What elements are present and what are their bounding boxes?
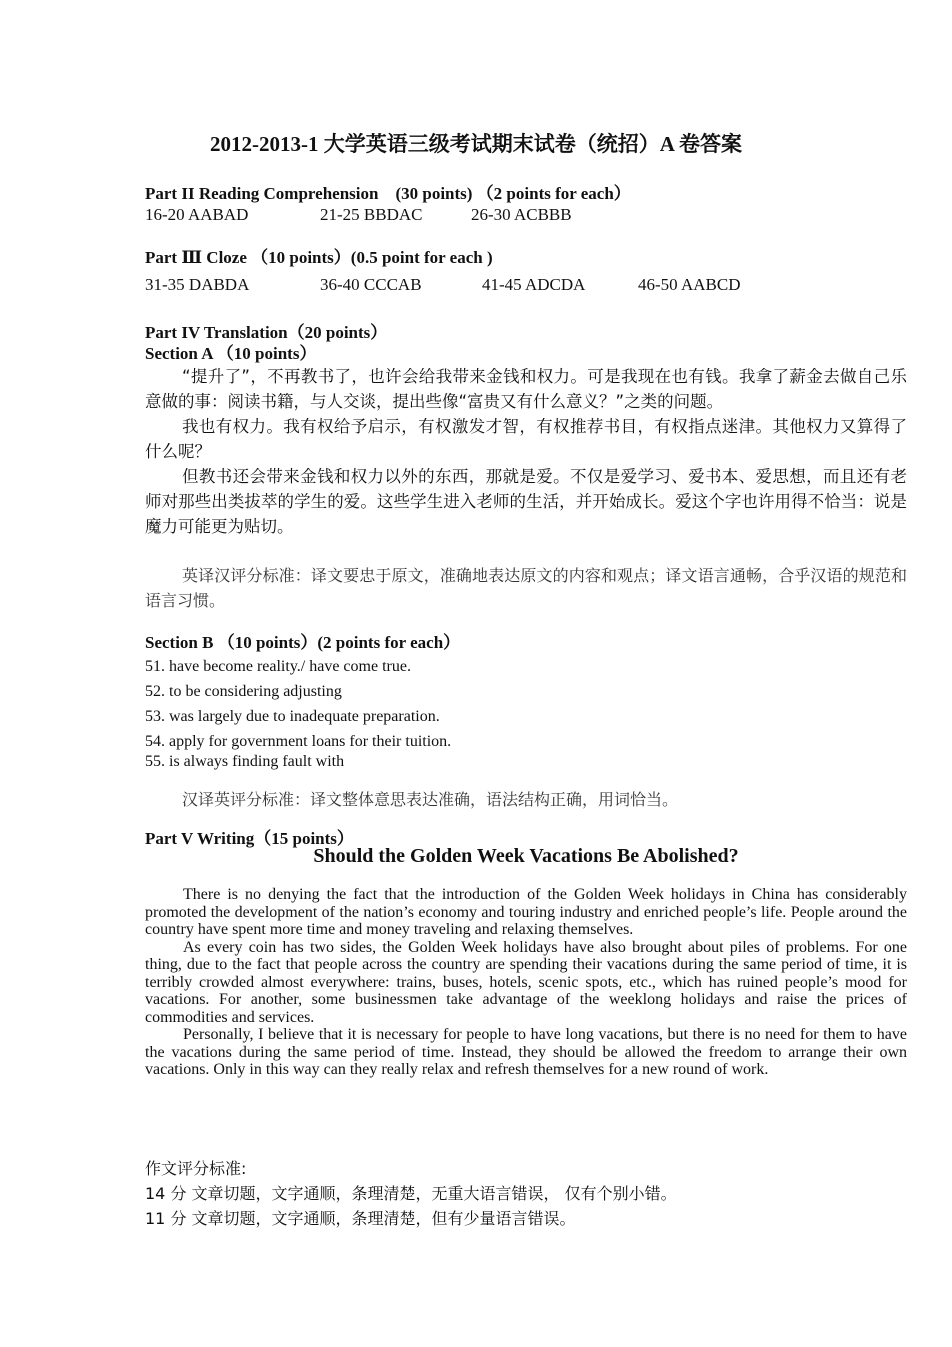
section-a-criteria: [145, 563, 907, 613]
answer-group: 26-30 ACBBB: [471, 205, 572, 224]
translation-paragraph: 我也有权力。我有权给予启示，有权激发才智，有权推荐书目，有权指点迷津。其他权力又算得了什么呢？: [145, 417, 907, 461]
scoring-heading: 作文评分标准:: [145, 1159, 247, 1178]
answer-group: 46-50 AABCD: [638, 275, 741, 294]
essay-body: [145, 886, 907, 1079]
section-b-criteria: [145, 787, 907, 812]
answer-group: 41-45 ADCDA: [482, 275, 586, 294]
translation-paragraph: “提升了”，不再教书了，也许会给我带来金钱和权力。可是我现在也有钱。我拿了薪金去做自己乐意做的事：阅读书籍，与人交谈，提出些像“富贵又有什么意义？”之类的问题。: [145, 367, 907, 411]
answer-group: 31-35 DABDA: [145, 275, 250, 294]
translation-paragraph: 但教书还会带来金钱和权力以外的东西，那就是爱。不仅是爱学习、爱书本、爱思想，而且还有老师对那些出类拔萃的学生的爱。这些学生进入老师的生活，并开始成长。爱这个字也许用得不恰当：说是魔力可能更为贴切。: [145, 467, 907, 536]
criteria-text: 英译汉评分标准：译文要忠于原文，准确地表达原文的内容和观点；译文语言通畅，合乎汉语的规范和语言习惯。: [145, 566, 907, 610]
list-item: 51. have become reality./ have come true.: [145, 658, 411, 675]
part2-answers: [145, 204, 907, 225]
part4-heading: Part IV Translation（20 points）: [145, 323, 388, 342]
essay-paragraph: Personally, I believe that it is necessary for people to have long vacations, but there is no need for them to have the vacations during the same period of time. Instead, they should be allowed the freedom to arrange their own vacations. Only in this way can they really relax and refresh themselves for a new round of work.: [145, 1026, 907, 1078]
list-item: 54. apply for government loans for their tuition.: [145, 733, 452, 750]
answer-group: 21-25 BBDAC: [320, 205, 423, 224]
part5-heading: Part V Writing（15 points）: [145, 829, 354, 848]
scoring-line: 14 分 文章切题，文字通顺，条理清楚，无重大语言错误， 仅有个别小错。: [145, 1184, 677, 1203]
essay-paragraph: There is no denying the fact that the introduction of the Golden Week holidays in China has considerably promoted the development of the nation’s economy and touring industry and enriched people’s life. People around the country have spent more time and money traveling and relaxing themselves.: [145, 886, 907, 938]
answer-group: 16-20 AABAD: [145, 205, 249, 224]
criteria-text: 汉译英评分标准：译文整体意思表达准确，语法结构正确，用词恰当。: [182, 790, 679, 809]
section-a-translation: [145, 364, 907, 539]
list-item: 53. was largely due to inadequate preparation.: [145, 708, 440, 725]
part3-heading: Part Ⅲ Cloze （10 points）(0.5 point for each ): [145, 248, 493, 267]
section-a-heading: Section A （10 points）: [145, 344, 317, 363]
section-b-answers: [145, 654, 907, 774]
essay-title: Should the Golden Week Vacations Be Abolished?: [313, 845, 739, 867]
essay-paragraph: As every coin has two sides, the Golden Week holidays have also brought about piles of problems. For one thing, due to the fact that people across the country are spending their vacations during the same period of time, it is terribly crowded almost everywhere: trains, buses, hotels, scenic spots, etc., which has ruined people’s mood for vacations. For another, some businessmen take advantage of the weeklong holidays and raise the prices of commodities and services.: [145, 938, 907, 1026]
list-item: 52. to be considering adjusting: [145, 683, 342, 700]
scoring-line: 11 分 文章切题，文字通顺，条理清楚，但有少量语言错误。: [145, 1209, 576, 1228]
list-item: 55. is always finding fault with: [145, 753, 345, 770]
writing-scoring: [145, 1156, 907, 1231]
answer-group: 36-40 CCCAB: [320, 275, 422, 294]
part3-answers: [145, 274, 907, 295]
document-title: 2012-2013-1 大学英语三级考试期末试卷（统招）A 卷答案: [210, 132, 742, 156]
section-b-heading: Section B （10 points）(2 points for each）: [145, 633, 461, 652]
part2-heading: Part II Reading Comprehension (30 points) （2 points for each）: [145, 184, 631, 203]
